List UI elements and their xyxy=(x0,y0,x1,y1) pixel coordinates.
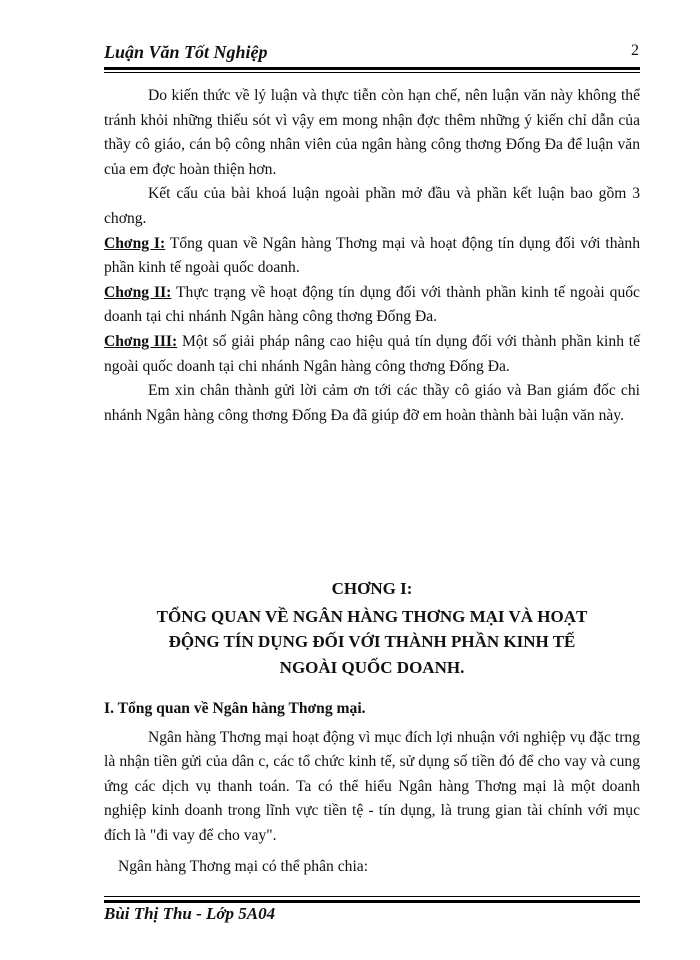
chapter-summary-1 xyxy=(104,232,640,281)
chapter-heading-block xyxy=(104,576,640,680)
chapter-text-1: Tổng quan về Ngân hàng Thơng mại và hoạt động tín dụng đối với thành phần kinh tế ngoài quốc doanh. xyxy=(104,234,640,277)
section-paragraph-1: Ngân hàng Thơng mại hoạt động vì mục đích lợi nhuận với nghiệp vụ đặc trng là nhận tiền gửi của dân c, các tổ chức kinh tế, sử dụng số tiền đó để cho vay và cung ứng các dịch vụ thanh toán. Ta có thể hiểu Ngân hàng Thơng mại là một doanh nghiệp kinh doanh trong lĩnh vực tiền tệ - tín dụng, là trung gian tài chính với mục đích là "đi vay để cho vay". xyxy=(104,728,640,844)
chapter-label-1: Chơng I: xyxy=(104,234,166,252)
chapter-text-3: Một số giải pháp nâng cao hiệu quả tín dụng đối với thành phần kinh tế ngoài quốc doanh tại chi nhánh Ngân hàng công thơng Đống Đa. xyxy=(104,332,640,375)
intro-paragraph-3: Em xin chân thành gửi lời cảm ơn tới các thầy cô giáo và Ban giám đốc chi nhánh Ngân hàng công thơng Đống Đa đã giúp đỡ em hoàn thành bài luận văn này. xyxy=(104,382,640,424)
page-footer: Bùi Thị Thu - Lớp 5A04 xyxy=(104,904,276,923)
section-title: I. Tổng quan về Ngân hàng Thơng mại. xyxy=(104,700,366,717)
header-title: Luận Văn Tốt Nghiệp xyxy=(104,42,268,62)
chapter-label-2: Chơng II: xyxy=(104,283,172,301)
page-header xyxy=(104,40,639,66)
intro-body xyxy=(104,84,640,428)
intro-paragraph-2: Kết cấu của bài khoá luận ngoài phần mở đầu và phần kết luận bao gồm 3 chơng. xyxy=(104,185,640,227)
chapter-heading: CHƠNG I: xyxy=(331,579,413,598)
chapter-summary-2 xyxy=(104,281,640,330)
header-rule-thick xyxy=(104,67,640,70)
footer-rule-thick xyxy=(104,900,640,903)
chapter-title: TỔNG QUAN VỀ NGÂN HÀNG THƠNG MẠI VÀ HOẠT ĐỘNG TÍN DỤNG ĐỐI VỚI THÀNH PHẦN KINH TẾ NGOÀI QUỐC DOANH. xyxy=(156,606,588,677)
intro-paragraph-1: Do kiến thức về lý luận và thực tiễn còn hạn chế, nên luận văn này không thể tránh khỏi những thiếu sót vì vậy em mong nhận đợc thêm những ý kiến chỉ dẫn của thầy cô giáo, cán bộ công nhân viên của ngân hàng công thơng Đống Đa để luận văn của em đợc hoàn thiện hơn. xyxy=(104,87,640,178)
section-block xyxy=(104,697,640,879)
chapter-label-3: Chơng III: xyxy=(104,332,178,350)
section-paragraph-2: Ngân hàng Thơng mại có thể phân chia: xyxy=(118,857,369,875)
footer-rule-thin xyxy=(104,896,640,897)
chapter-summary-3 xyxy=(104,330,640,379)
page-number: 2 xyxy=(631,42,639,59)
chapter-text-2: Thực trạng về hoạt động tín dụng đối với thành phần kinh tế ngoài quốc doanh tại chi nhánh Ngân hàng công thơng Đống Đa. xyxy=(104,283,640,326)
header-rule-thin xyxy=(104,72,640,73)
